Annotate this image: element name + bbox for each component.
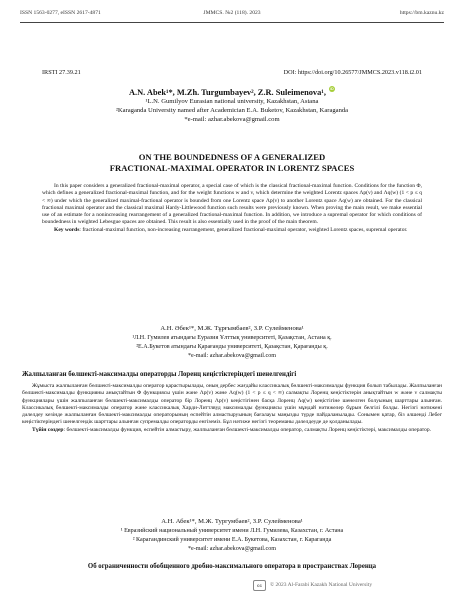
orcid-icon[interactable] xyxy=(329,86,335,92)
affiliation-ru-2: ² Карагандинский университет имени Е.А. Букетова, Казахстан, г. Караганда xyxy=(132,537,332,543)
abstract-kz-text: Жұмыста жалпыланған бөлшекті-максималды оператор қарастырылады, оның дербес жағдайы классикалық бөлшекті-максималды функция болып табылады. Жалпыланған бөлшекті-максималды функцияны анықтайтын Φ функциясы үшін және Λp(v) және Λq(w) (1 < p ≤ q < ∞) салмақты Лоренц кеңістіктерін анықтайтын w және v салмақты функциялары үшін жалпыланған бөлшекті-максималды оператор бір Лоренц Λp(v) кеңістігінен басқа Лоренц Λq(w) кеңістігіне шенелген болуының шарттары алынған. Классикалық бөлшекті-максималды оператор және классикалық Харди-Литтлвуд максималды функциясы үшін мұндай нәтижелер бұрын белгілі болды. Негізгі нәтижені дәлелдеу кезінде жалпыланған бөлшекті-максималды операторының өспейтін алмастыруының бағалауы маңызды түрде пайдаланылады. Сонымен қатар, біз әлшенді Лебег кеңістіктеріндегі шенелгендік шарттары алынған супремалды операторды енгіземіз. Бұл нәтиже негізгі теореманы дәлелдеуде де қолданылады. xyxy=(22,383,442,426)
abstract-kz xyxy=(22,383,442,434)
keywords-en-label: Key words xyxy=(54,226,80,233)
affiliation-kz-1: ¹Л.Н. Гумилев атындағы Еуразия Ұлттық университеті, Қазақстан, Астана қ. xyxy=(132,335,332,341)
keywords-en xyxy=(42,227,422,234)
authors-en xyxy=(0,86,464,97)
affiliation-en-1: ¹L.N. Gumilyov Eurasian national university, Kazakhstan, Astana xyxy=(145,98,319,105)
keywords-en-text: : fractional-maximal function, non-increasing rearrangement, generalized fractional-maximal operator, weighted Lorentz spaces, supremal operator. xyxy=(79,226,408,233)
email-en: *e-mail: azhar.abekova@gmail.com xyxy=(184,116,280,123)
irsti-code: IRSTI 27.39.21 xyxy=(42,69,81,76)
affiliation-ru-1: ¹ Евразийский национальный университет имени Л.Н. Гумилева, Казахстан, г. Астана xyxy=(120,528,344,534)
cc-license-icon: cc xyxy=(253,580,266,591)
paper-title-kz: Жалпыланған бөлшекті-максималды операторды Лоренц кеңістіктеріндегі шенелгендігі xyxy=(22,371,297,378)
title-line-1: ON THE BOUNDEDNESS OF A GENERALIZED xyxy=(138,152,326,162)
journal-issue-text: JMMCS. №2 (118). 2023 xyxy=(203,10,261,16)
authors-en-text: A.N. Abek¹*, M.Zh. Turgumbayev², Z.R. Suleimenova¹, xyxy=(128,88,326,97)
paper-title-ru: Об ограниченности обобщенного дробно-максимального оператора в пространствах Лоренца xyxy=(87,563,377,570)
journal-url-link[interactable]: https://bm.kaznu.kz xyxy=(399,10,444,16)
keywords-kz-text: : бөлшекті-максималды функция, өспейтін алмастыру, жалпыланған бөлшекті-максималды оператор, салмақты Лоренц кеңістіктері, максималды оператор. xyxy=(63,426,432,433)
running-header xyxy=(20,10,444,22)
authors-kz: А.Н. Әбек¹*, М.Ж. Тұрғымбаев², З.Р. Сулейменова¹ xyxy=(160,325,304,332)
authors-ru: А.Н. Абек¹*, М.Ж. Тургумбаев², З.Р. Сулейменова¹ xyxy=(161,518,303,525)
keywords-kz xyxy=(22,427,442,434)
paper-title-en xyxy=(40,152,424,173)
header-rule xyxy=(20,22,444,23)
keywords-kz-label: Түйін сөздер xyxy=(32,426,64,433)
abstract-en xyxy=(42,183,422,234)
affiliation-kz-2: ²Е.А.Букетов атындағы Қарағанды университеті, Қазақстан, Қарағанды қ. xyxy=(136,344,328,350)
abstract-en-text: In this paper considers a generalized fractional-maximal operator, a special case of which is the classical fractional-maximal function. Conditions for the function Φ, which defines a generalized fractional-maximal function, and for the weight functions w and v, which determine the weighted Lorentz spaces Λp(v) and Λq(w) (1 < p ≤ q < ∞) under which the generalized maximal-fractional operator is bounded from one Lorentz space Λp(v) to another Lorentz space Λq(w) are obtained. For the classical fractional maximal operator and the classical maximal Hardy-Littlewood function such results were previously known. When proving the main result, we make essential use of an estimate for a nonincreasing rearrangement of a generalized fractional-maximal function. In addition, we introduce a supremal operator for which conditions of boundedness in weighted Lebesgue spaces are obtained. This result is also essentially used in the proof of the main theorem. xyxy=(42,183,422,226)
affiliation-en-2: ²Karaganda University named after Academician E.A. Buketov, Kazakhstan, Karaganda xyxy=(115,107,349,114)
title-line-2: FRACTIONAL-MAXIMAL OPERATOR IN LORENTZ SPACES xyxy=(109,162,355,173)
doi-link[interactable]: DOI: https://doi.org/10.26577/JMMCS.2023.v118.i2.01 xyxy=(283,69,422,76)
email-ru: *e-mail: azhar.abekova@gmail.com xyxy=(187,546,276,552)
email-kz: *e-mail: azhar.abekova@gmail.com xyxy=(187,353,276,359)
issn-text: ISSN 1563-0277, eISSN 2617-4871 xyxy=(20,10,101,16)
copyright-text: © 2023 Al-Farabi Kazakh National University xyxy=(270,582,373,588)
